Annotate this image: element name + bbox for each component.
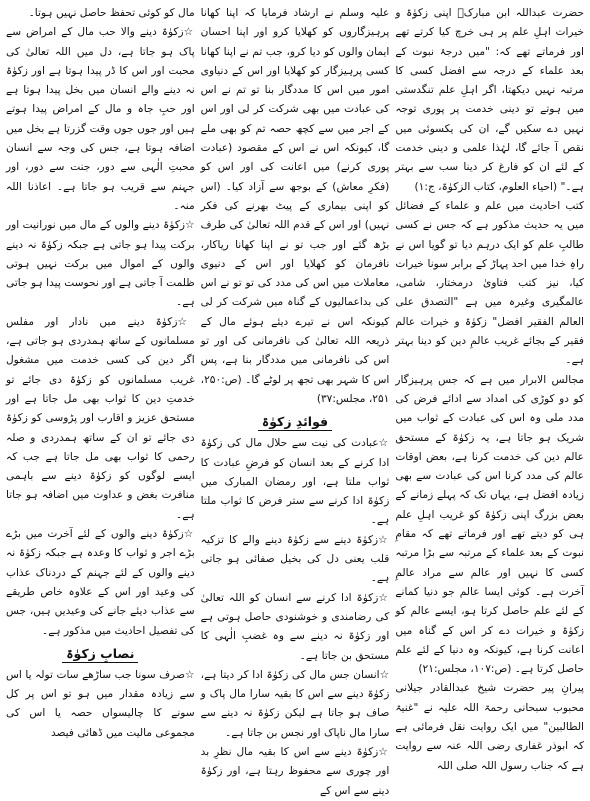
bullet-paragraph: ☆ صرف سونا جب ساڑھے سات تولہ یا اس سے زیادہ مقدار میں ہو تو اس پر کل سونے کا چالیسواں حصہ یا اس کی مجموعی مالیت میں ڈھائی فیصد xyxy=(6,666,195,743)
section-heading xyxy=(6,644,195,663)
bullet-paragraph: ☆ عبادت کی نیت سے حلال مال کی زکوٰۃ ادا کرنے کے بعد انسان کو فرضِ عبادت کا ثواب ملتا ہے، اور رمضان المبارک میں زکوٰۃ ادا کرنے سے ستر فرض کا ثواب ملتا ہے۔ xyxy=(201,434,390,530)
bullet-paragraph: ☆ زکوٰۃ دینے سے زکوٰۃ دینے والے کا تزکیہ قلب یعنی دل کی بخیل صفائی ہو جاتی ہے۔ xyxy=(201,531,390,589)
text-column-middle xyxy=(200,4,390,797)
paragraph: کتب احادیث میں علم و علماء کے فضائل میں یہ حدیث مذکور ہے کہ جس نے کسی طالبِ علم کو ایک درہم دیا تو گویا اس نے راہِ خدا میں احد پہاڑ کے برابر سونا خیرات کیا، نیز کتب فتاویٰ درمختار، شامی، عالمگیری وغیرہ میں ہے "التصدق علی العالم الفقیر افضل" زکوٰۃ و خیرات عالم فقیر کے بجائے غریب عالمِ دین کو دینا بہتر ہے۔ xyxy=(395,199,584,367)
bullet-paragraph: ☆ زکوٰۃ دینے والا حب مال کے امراض سے پاک ہو جاتا ہے، دل میں اللہ تعالیٰ کی محبت اور اس کا ڈر پیدا ہوتا ہے اور زکوٰۃ نہ دینے والے انسان میں بخل پیدا ہوتا ہے اور حبِ جاہ و مال کے امراض پیدا ہوتے ہیں اور جوں جوں وقت گزرتا ہے بخل میں اضافہ ہوتا ہے، جس کی وجہ سے انسان محبتِ الٰہی سے دور، جنت سے دور، اور جہنم سے قریب ہو جاتا ہے۔ اعاذنا اللہ منہ۔ xyxy=(6,23,195,216)
bullet-paragraph: ☆ زکوٰۃ دینے والوں کے لئے آخرت میں بڑے بڑے اجر و ثواب کا وعدہ ہے جبکہ زکوٰۃ نہ دینے والوں کے لئے جہنم کے دردناک عذاب کی وعید اور اس کے علاوہ خاص طریقے سے عذاب دیئے جانے کی وعیدیں ہیں، جس کی تفصیل احادیث میں مذکور ہے۔ xyxy=(6,525,195,641)
section-heading-text: فوائدِ زکوٰۃ xyxy=(258,414,332,431)
text-column-right xyxy=(395,4,584,790)
paragraph: مجالس الابرار میں ہے کہ جس پرہیزگار کو دو کوڑی کی امداد سے ادائے فرض کی مدد ملی وہ اس کی عبادت کے ثواب میں شریک ہو جاتا ہے، یہ زکوٰۃ کے مستحق عالم دین کی خدمت کرنا ہے، بعض اوقات عالم کی مدد کرنا اس کی عبادت سے بھی زیادہ افضل ہے، یہاں تک کہ پہلے زمانے کے بعض بزرگ اپنی زکوٰۃ کو غریب اہلِ علم ہی کو دیتے تھے اور فرماتے تھے کہ مقامِ نبوت کے بعد علماء کے مرتبہ سے بڑا مرتبہ کسی کا نہیں اور عالم سے مراد عالمِ آخرت ہے۔ کوئی ایسا عالم جو دنیا کمانے کے لئے علم حاصل کرتا ہو، ایسے عالم کو زکوٰۃ و خیرات دے کر اس کے گناہ میں اعانت کرنا ہے، کیونکہ وہ دنیا کے لئے علم حاصل کرتا ہے۔ (ص:۱۰۷، مجلس:۲۱) xyxy=(395,373,584,676)
bullet-paragraph: ☆ زکوٰۃ دینے والوں کے مال میں نورانیت اور برکت پیدا ہو جاتی ہے جبکہ زکوٰۃ نہ دینے والوں کے اموال میں برکت نہیں ہوتی ظلمت آ جاتی ہے اور نحوست پیدا ہو جاتی ہے۔ xyxy=(6,216,195,312)
text-column-left xyxy=(6,4,195,790)
bullet-paragraph: ☆ زکوٰۃ ادا کرنے سے انسان کو اللہ تعالیٰ کی رضامندی و خوشنودی حاصل ہوتی ہے اور زکوٰۃ نہ دینے سے وہ غضبِ الٰہی کا مستحق بن جاتا ہے۔ xyxy=(201,589,390,666)
paragraph: حضرت عبداللہ ابن مبارکؒ اپنی زکوٰۃ و خیرات اہلِ علم پر ہی خرچ کیا کرتے تھے اور فرماتے تھے کہ: "میں درجۂ نبوت کے بعد علماء کے درجہ سے افضل کسی کا مرتبہ نہیں دیکھتا، اگر اہلِ علم تنگدستی میں ہوتے تو دینی خدمت پر پوری توجہ نہیں دے سکیں گے، ان کی یکسوئی میں نقص آ جائے گا، لہٰذا علمی و دینی خدمت کے لئے ان کو فارغ کر دینا سب سے بہتر ہے۔" (احیاء العلوم، کتاب الزکوٰۃ، ج:۱) xyxy=(395,7,584,193)
paragraph: مال کو کوئی تحفظ حاصل نہیں ہوتا۔ xyxy=(28,7,195,19)
paragraph: پیرانِ پیر حضرت شیخ عبدالقادر جیلانی محبوب سبحانی رحمۃ اللہ علیہ نے "غنیۃ الطالبین" میں ایک روایت نقل فرمائی ہے کہ ابوذر غفاری رضی اللہ عنہ سے روایت ہے کہ جناب رسول اللہ صلی اللہ xyxy=(395,682,584,772)
bullet-paragraph: ☆ زکوٰۃ دینے سے اس کا بقیہ مال نظرِ بد اور چوری سے محفوظ رہتا ہے، اور زکوٰۃ دینے سے اس کے xyxy=(201,743,390,801)
bullet-paragraph: ☆ انسان جس مال کی زکوٰۃ ادا کر دیتا ہے، زکوٰۃ دینے سے اس کا بقیہ سارا مال پاک و صاف ہو جاتا ہے لیکن زکوٰۃ نہ دینے سے سارا مال ناپاک اور نجس بن جاتا ہے۔ xyxy=(201,666,390,743)
section-heading xyxy=(201,412,390,431)
bullet-paragraph: ☆ زکوٰۃ دینے میں نادار اور مفلس مسلمانوں کے ساتھ ہمدردی ہو جاتی ہے، اگر دین کی کسی خدمت میں مشغول غریب مسلمانوں کو زکوٰۃ دی جائے تو خدمتِ دین کا ثواب بھی مل جاتا ہے اور مستحق عزیز و اقارب اور پڑوسی کو زکوٰۃ دی جائے تو ان کے ساتھ ہمدردی و صلہ رحمی کا ثواب بھی مل جاتا ہے جب کہ ایسے لوگوں کو زکوٰۃ دینے سے باہمی منافرت بغض و عداوت میں اضافہ ہو جاتا ہے۔ xyxy=(6,313,195,525)
section-heading-text: نصابِ زکوٰۃ xyxy=(62,646,138,663)
paragraph: علیہ وسلم نے ارشاد فرمایا کہ اپنا کھانا پرہیزگاروں کو کھلایا کرو اور اپنا احسان ایمان والوں کو دیا کرو، جب تم نے اپنا کھانا کسی پرہیزگار کو کھلایا اور اس کے دنیاوی امور میں اس کا مددگار بنا تو تم نے اس کی عبادت میں بھی شرکت کر لی اور اس کے اجر میں سے کچھ حصہ تم کو بھی ملے گا، کیونکہ اس نے اس کے مقصود (عبادت پوری کرنے) میں اعانت کی اور اس کو (فکرِ معاش) کے بوجھ سے آزاد کیا۔ (اس کو اپنی بیماری کے پیٹ بھرنے کی فکر نہیں) اور اس کے قدم اللہ تعالیٰ کی طرف بڑھ گئے اور جب تو نے اپنا کھانا ریاکار، نافرمان کو کھلایا اور اس کے دنیوی معاملات میں اس کی مدد کی تو تو نے اس کی بداعمالیوں کے گناہ میں شرکت کر لی کیونکہ اس نے تیرے دیئے ہوئے مال کے ذریعہ اللہ تعالیٰ کی نافرمانی کی اور تو اس کی نافرمانی میں مددگار بنا ہے، پس اس کا شہر بھی تجھ پر لوٹے گا۔ (ص:۲۵۰، ۲۵۱، مجلس:۳۷) xyxy=(200,7,390,405)
